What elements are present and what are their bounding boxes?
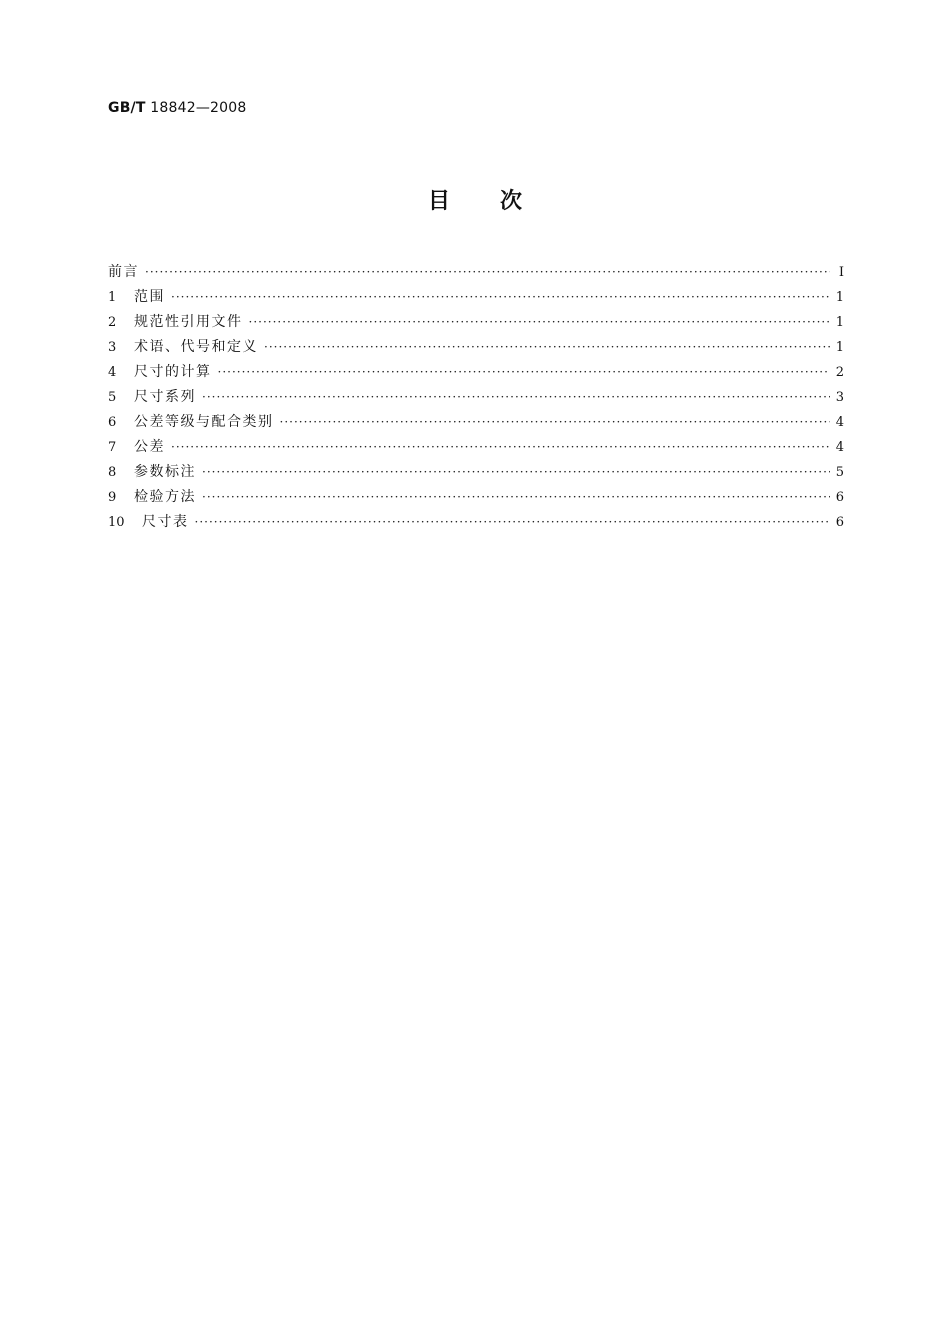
toc-number: 6 [108, 415, 117, 430]
toc-label: 公差等级与配合类别 [134, 414, 274, 430]
toc-entry-terms-definitions[interactable] [108, 335, 844, 360]
toc-entry-inspection-methods[interactable] [108, 485, 844, 510]
toc-entry-tolerance-grades[interactable] [108, 410, 844, 435]
toc-leader-dots [171, 285, 830, 310]
toc-entry-scope[interactable] [108, 285, 844, 310]
toc-label: 术语、代号和定义 [134, 339, 258, 355]
toc-entry-normative-references[interactable] [108, 310, 844, 335]
toc-page-number: 2 [835, 365, 844, 380]
toc-leader-dots [249, 310, 830, 335]
toc-leader-dots [264, 335, 830, 360]
toc-leader-dots [145, 260, 830, 285]
toc-label: 参数标注 [134, 464, 196, 480]
toc-number: 2 [108, 315, 117, 330]
toc-page-number: 3 [835, 390, 844, 405]
toc-entry-foreword[interactable] [108, 260, 844, 285]
toc-number: 10 [108, 515, 125, 530]
standard-number: 18842—2008 [150, 100, 247, 116]
toc-leader-dots [195, 510, 830, 535]
toc-number: 1 [108, 290, 117, 305]
toc-leader-dots [202, 460, 830, 485]
toc-page-number: 1 [835, 315, 844, 330]
toc-number: 9 [108, 490, 117, 505]
table-of-contents [108, 260, 844, 535]
toc-label: 检验方法 [134, 489, 196, 505]
toc-number: 7 [108, 440, 117, 455]
toc-leader-dots [202, 485, 830, 510]
toc-label: 前言 [108, 264, 139, 280]
toc-page-number: 1 [835, 290, 844, 305]
toc-page-number: 5 [835, 465, 844, 480]
toc-leader-dots [218, 360, 830, 385]
toc-leader-dots [280, 410, 830, 435]
toc-number: 8 [108, 465, 117, 480]
toc-entry-size-series[interactable] [108, 385, 844, 410]
toc-page-number: 6 [835, 490, 844, 505]
toc-page-number: 4 [835, 440, 844, 455]
toc-number: 3 [108, 340, 117, 355]
toc-label: 规范性引用文件 [134, 314, 243, 330]
toc-entry-size-table[interactable] [108, 510, 844, 535]
toc-page-number: 6 [835, 515, 844, 530]
toc-number: 5 [108, 390, 117, 405]
toc-entry-size-calculation[interactable] [108, 360, 844, 385]
toc-label: 公差 [134, 439, 165, 455]
standard-prefix: GB/T [108, 100, 146, 116]
toc-label: 尺寸表 [142, 514, 189, 530]
toc-label: 尺寸系列 [134, 389, 196, 405]
toc-page-number: I [838, 265, 844, 280]
toc-page-number: 4 [835, 415, 844, 430]
page-title: 目次 [427, 189, 572, 214]
toc-page-number: 1 [835, 340, 844, 355]
toc-number: 4 [108, 365, 117, 380]
toc-leader-dots [171, 435, 830, 460]
toc-label: 尺寸的计算 [134, 364, 212, 380]
standard-code [108, 100, 246, 116]
toc-leader-dots [202, 385, 830, 410]
toc-entry-parameter-marking[interactable] [108, 460, 844, 485]
toc-entry-tolerance[interactable] [108, 435, 844, 460]
toc-label: 范围 [134, 289, 165, 305]
